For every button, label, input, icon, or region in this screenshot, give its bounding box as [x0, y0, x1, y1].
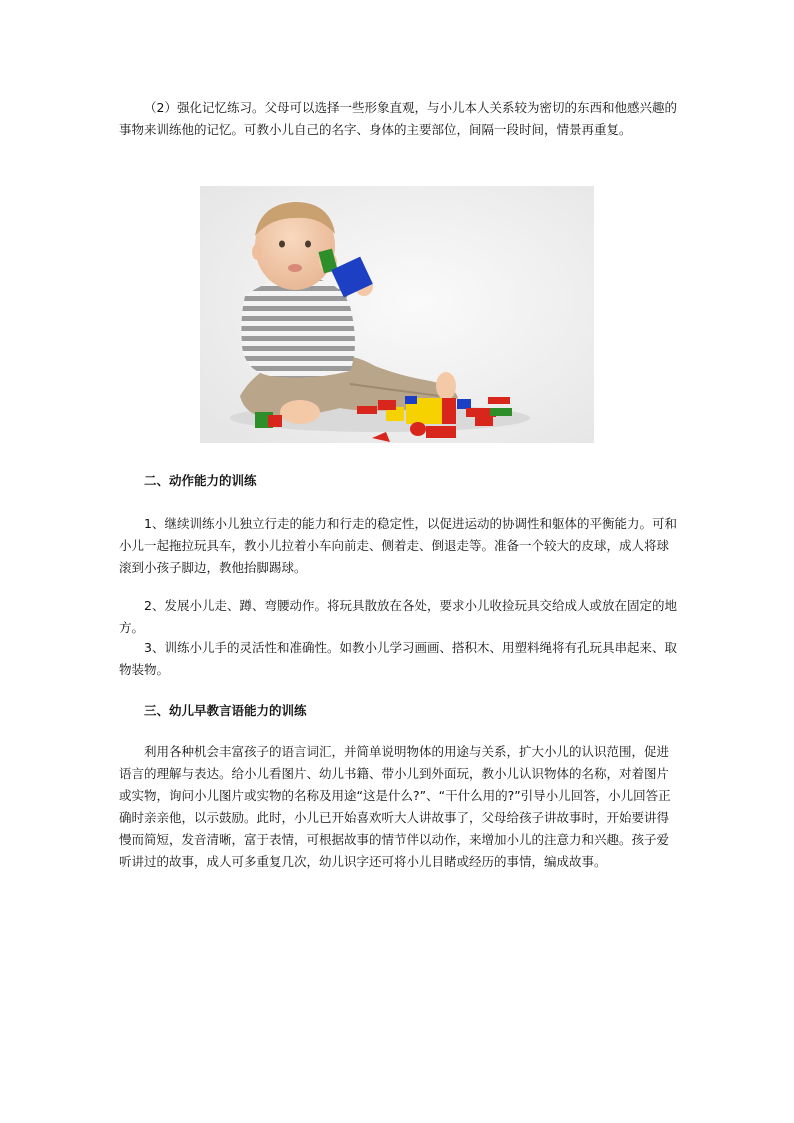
heading-motor-skills: 二、动作能力的训练 [144, 473, 257, 488]
baby-with-blocks-photo [200, 186, 594, 443]
paragraph-walking-training: 1、继续训练小儿独立行走的能力和行走的稳定性，以促进运动的协调性和躯体的平衡能力。可和小儿一起拖拉玩具车，教小儿拉着小车向前走、侧着走、倒退走等。准备一个较大的皮球，成人将球滚到小孩子脚边，教他抬脚踢球。 [119, 516, 677, 575]
paragraph-memory-training: （2）强化记忆练习。父母可以选择一些形象直观，与小儿本人关系较为密切的东西和他感兴趣的事物来训练他的记忆。可教小儿自己的名字、身体的主要部位，间隔一段时间，情景再重复。 [119, 100, 677, 137]
paragraph-hand-dexterity: 3、训练小儿手的灵活性和准确性。如教小儿学习画画、搭积木、用塑料绳将有孔玩具串起来、取物装物。 [119, 640, 677, 677]
paragraph-squat-bend: 2、发展小儿走、蹲、弯腰动作。将玩具散放在各处，要求小儿收捡玩具交给成人或放在固定的地方。 [119, 598, 677, 635]
paragraph-language-training: 利用各种机会丰富孩子的语言词汇，并简单说明物体的用途与关系，扩大小儿的认识范围，促进语言的理解与表达。给小儿看图片、幼儿书籍、带小儿到外面玩，教小儿认识物体的名称，对着图片或实物，询问小儿图片或实物的名称及用途“这是什么?”、“干什么用的?”引导小儿回答，小儿回答正确时亲亲他，以示鼓励。此时，小儿已开始喜欢听大人讲故事了，父母给孩子讲故事时，开始要讲得慢而简短，发音清晰，富于表情，可根据故事的情节伴以动作，来增加小儿的注意力和兴趣。孩子爱听讲过的故事，成人可多重复几次，幼儿识字还可将小儿目睹或经历的事情，编成故事。 [119, 744, 671, 869]
heading-language-skills: 三、幼儿早教言语能力的训练 [144, 703, 307, 718]
photo-illustration [200, 186, 594, 443]
